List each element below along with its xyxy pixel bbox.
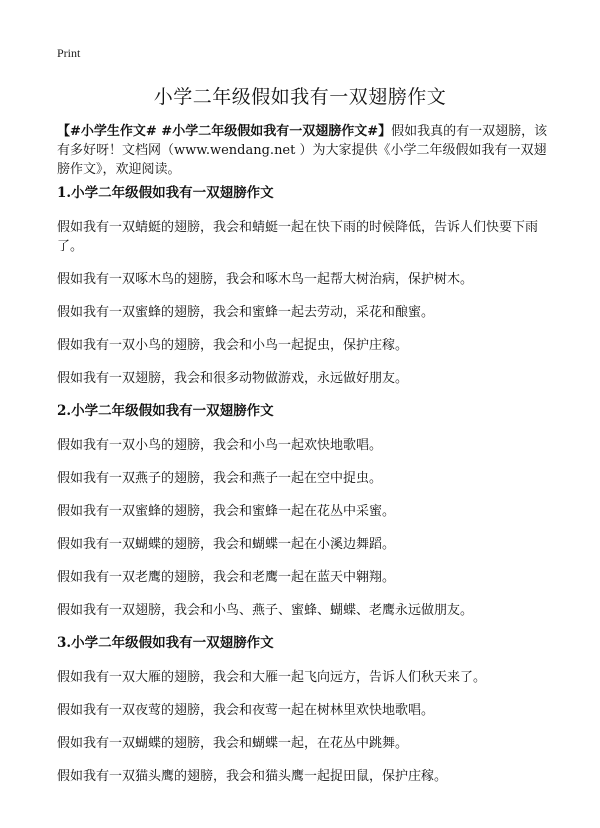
paragraph: 假如我有一双蜜蜂的翅膀，我会和蜜蜂一起去劳动，采花和酿蜜。 xyxy=(57,305,435,320)
paragraph: 假如我有一双蝴蝶的翅膀，我会和蝴蝶一起在小溪边舞蹈。 xyxy=(57,537,396,552)
section-1 xyxy=(57,184,557,388)
paragraph: 假如我有一双猫头鹰的翅膀，我会和猫头鹰一起捉田鼠，保护庄稼。 xyxy=(57,769,448,784)
paragraph: 假如我有一双翅膀，我会和很多动物做游戏，永远做好朋友。 xyxy=(57,371,409,386)
intro-lead: 【#小学生作文# #小学二年级假如我有一双翅膀作文#】 xyxy=(57,124,392,139)
paragraph: 假如我有一双燕子的翅膀，我会和燕子一起在空中捉虫。 xyxy=(57,471,383,486)
paragraph: 假如我有一双蝴蝶的翅膀，我会和蝴蝶一起，在花丛中跳舞。 xyxy=(57,736,409,751)
paragraph: 假如我有一双蜜蜂的翅膀，我会和蜜蜂一起在花丛中采蜜。 xyxy=(57,504,396,519)
paragraph: 假如我有一双小鸟的翅膀，我会和小鸟一起捉虫，保护庄稼。 xyxy=(57,338,409,353)
section-heading: 2.小学二年级假如我有一双翅膀作文 xyxy=(57,403,274,419)
section-heading: 3.小学二年级假如我有一双翅膀作文 xyxy=(57,635,274,651)
intro-paragraph xyxy=(57,122,557,179)
paragraph: 假如我有一双啄木鸟的翅膀，我会和啄木鸟一起帮大树治病，保护树木。 xyxy=(57,272,474,287)
section-heading: 1.小学二年级假如我有一双翅膀作文 xyxy=(57,185,274,201)
page-title: 小学二年级假如我有一双翅膀作文 xyxy=(153,86,447,108)
paragraph: 假如我有一双小鸟的翅膀，我会和小鸟一起欢快地歌唱。 xyxy=(57,438,383,453)
paragraph: 假如我有一双老鹰的翅膀，我会和老鹰一起在蓝天中翱翔。 xyxy=(57,570,396,585)
print-label: Print xyxy=(57,46,81,60)
section-3 xyxy=(57,634,557,786)
paragraph: 假如我有一双夜莺的翅膀，我会和夜莺一起在树林里欢快地歌唱。 xyxy=(57,703,435,718)
section-2 xyxy=(57,402,557,620)
paragraph: 假如我有一双大雁的翅膀，我会和大雁一起飞向远方，告诉人们秋天来了。 xyxy=(57,670,487,685)
paragraph: 假如我有一双蜻蜓的翅膀，我会和蜻蜓一起在快下雨的时候降低，告诉人们快要下雨了。 xyxy=(57,220,539,254)
intro-text: 假如我真的有一双翅膀，该有多好呀！文档网（www.wendang.net ）为大家提供《小学二年级假如我有一双翅膀作文》，欢迎阅读。 xyxy=(57,124,548,177)
article-content xyxy=(57,184,557,800)
paragraph: 假如我有一双翅膀，我会和小鸟、燕子、蜜蜂、蝴蝶、老鹰永远做朋友。 xyxy=(57,603,474,618)
